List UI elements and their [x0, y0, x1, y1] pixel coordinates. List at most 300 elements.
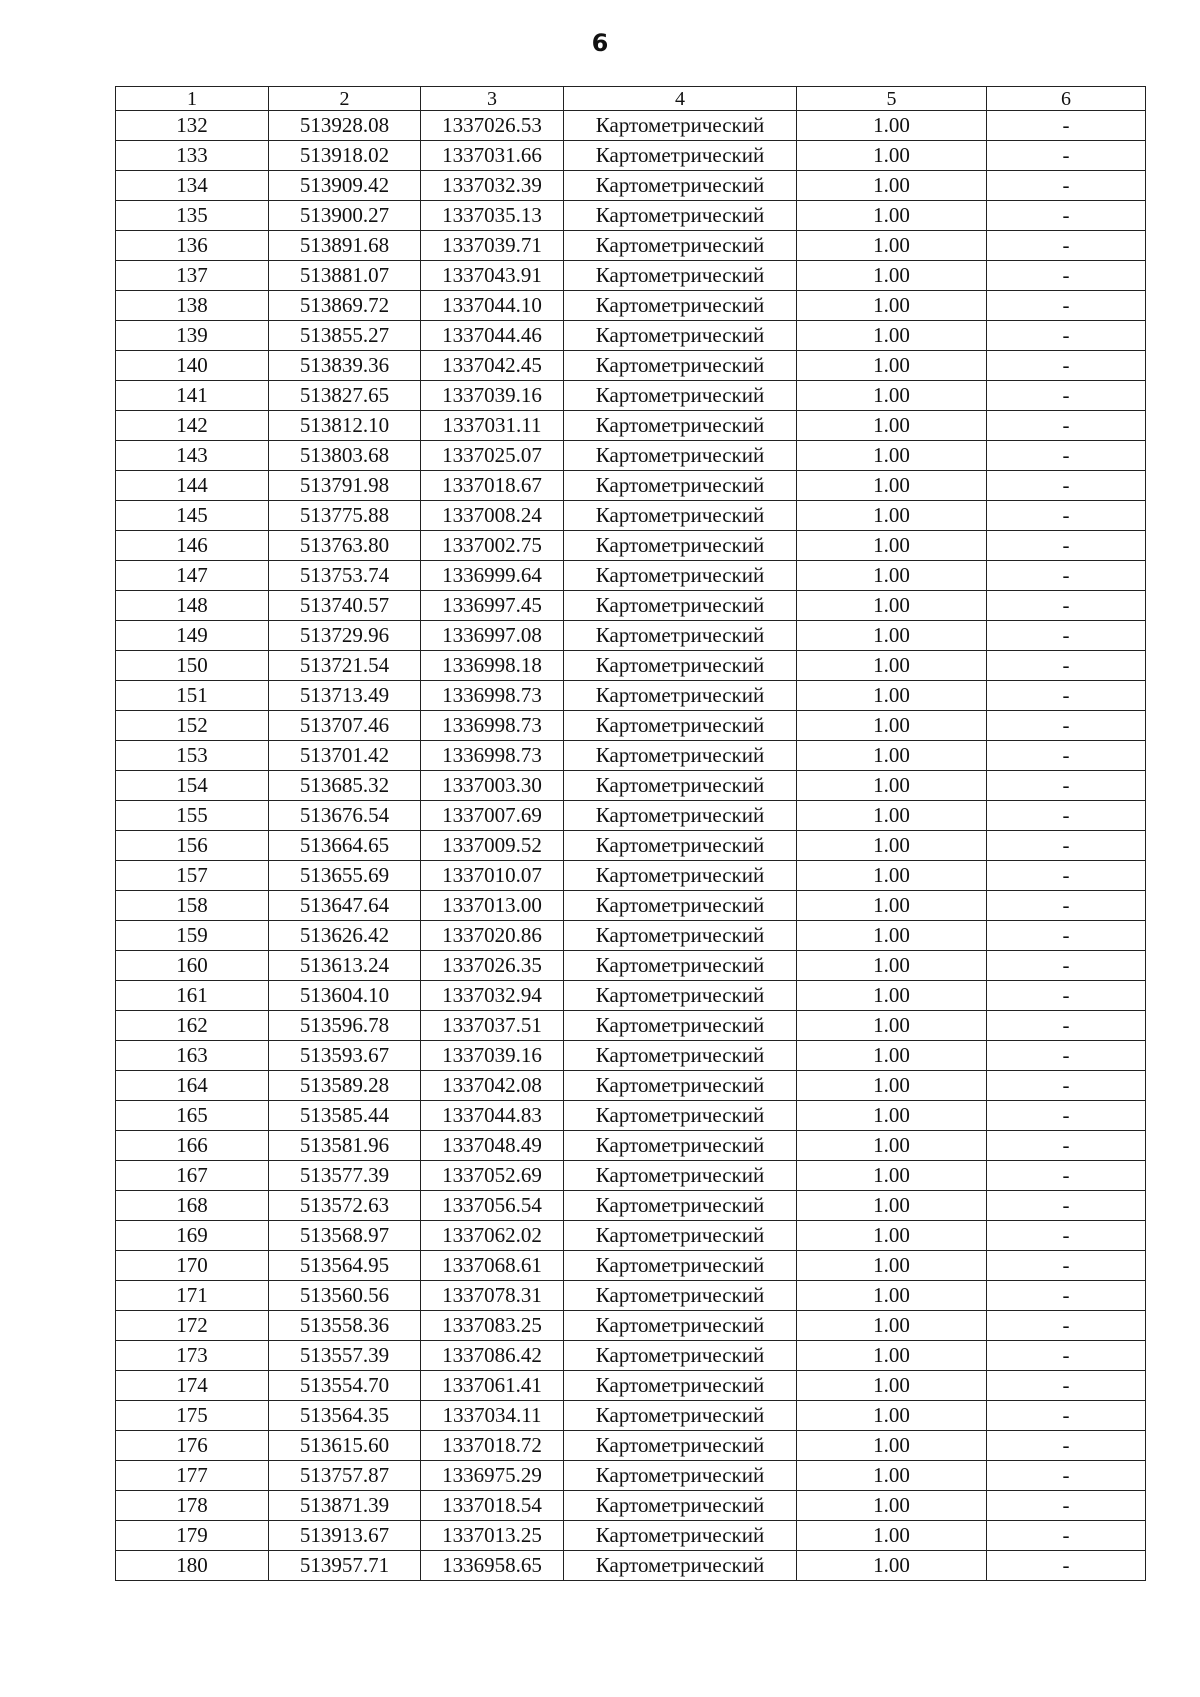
accuracy-cell: 1.00 — [797, 711, 987, 741]
column-header-2: 2 — [269, 87, 421, 111]
accuracy-cell: 1.00 — [797, 1461, 987, 1491]
method-cell: Картометрический — [564, 471, 797, 501]
description-cell: - — [987, 621, 1146, 651]
y-coordinate-cell: 1336998.18 — [421, 651, 564, 681]
x-coordinate-cell: 513757.87 — [269, 1461, 421, 1491]
point-number-cell: 172 — [116, 1311, 269, 1341]
x-coordinate-cell: 513881.07 — [269, 261, 421, 291]
x-coordinate-cell: 513564.35 — [269, 1401, 421, 1431]
description-cell: - — [987, 741, 1146, 771]
table-row — [116, 1251, 1146, 1281]
accuracy-cell: 1.00 — [797, 591, 987, 621]
table-row — [116, 171, 1146, 201]
y-coordinate-cell: 1337008.24 — [421, 501, 564, 531]
point-number-cell: 141 — [116, 381, 269, 411]
description-cell: - — [987, 1371, 1146, 1401]
point-number-cell: 144 — [116, 471, 269, 501]
y-coordinate-cell: 1336998.73 — [421, 741, 564, 771]
accuracy-cell: 1.00 — [797, 831, 987, 861]
table-row — [116, 201, 1146, 231]
x-coordinate-cell: 513581.96 — [269, 1131, 421, 1161]
method-cell: Картометрический — [564, 291, 797, 321]
table-row — [116, 921, 1146, 951]
method-cell: Картометрический — [564, 1491, 797, 1521]
table-row — [116, 1221, 1146, 1251]
point-number-cell: 145 — [116, 501, 269, 531]
description-cell: - — [987, 921, 1146, 951]
table-row — [116, 681, 1146, 711]
method-cell: Картометрический — [564, 501, 797, 531]
description-cell: - — [987, 1011, 1146, 1041]
x-coordinate-cell: 513613.24 — [269, 951, 421, 981]
description-cell: - — [987, 1491, 1146, 1521]
accuracy-cell: 1.00 — [797, 1371, 987, 1401]
column-header-4: 4 — [564, 87, 797, 111]
x-coordinate-cell: 513615.60 — [269, 1431, 421, 1461]
y-coordinate-cell: 1337026.53 — [421, 111, 564, 141]
point-number-cell: 165 — [116, 1101, 269, 1131]
point-number-cell: 179 — [116, 1521, 269, 1551]
description-cell: - — [987, 231, 1146, 261]
point-number-cell: 154 — [116, 771, 269, 801]
point-number-cell: 152 — [116, 711, 269, 741]
point-number-cell: 139 — [116, 321, 269, 351]
description-cell: - — [987, 1131, 1146, 1161]
description-cell: - — [987, 441, 1146, 471]
y-coordinate-cell: 1337018.67 — [421, 471, 564, 501]
table-row — [116, 351, 1146, 381]
point-number-cell: 168 — [116, 1191, 269, 1221]
y-coordinate-cell: 1337039.71 — [421, 231, 564, 261]
x-coordinate-cell: 513918.02 — [269, 141, 421, 171]
accuracy-cell: 1.00 — [797, 351, 987, 381]
point-number-cell: 142 — [116, 411, 269, 441]
table-header — [116, 87, 1146, 111]
description-cell: - — [987, 1431, 1146, 1461]
description-cell: - — [987, 651, 1146, 681]
table-row — [116, 471, 1146, 501]
table-row — [116, 1071, 1146, 1101]
table-row — [116, 141, 1146, 171]
description-cell: - — [987, 321, 1146, 351]
x-coordinate-cell: 513791.98 — [269, 471, 421, 501]
method-cell: Картометрический — [564, 1281, 797, 1311]
y-coordinate-cell: 1337009.52 — [421, 831, 564, 861]
method-cell: Картометрический — [564, 1221, 797, 1251]
description-cell: - — [987, 501, 1146, 531]
y-coordinate-cell: 1336975.29 — [421, 1461, 564, 1491]
accuracy-cell: 1.00 — [797, 1161, 987, 1191]
description-cell: - — [987, 1401, 1146, 1431]
method-cell: Картометрический — [564, 591, 797, 621]
method-cell: Картометрический — [564, 921, 797, 951]
method-cell: Картометрический — [564, 741, 797, 771]
accuracy-cell: 1.00 — [797, 231, 987, 261]
table-row — [116, 741, 1146, 771]
x-coordinate-cell: 513664.65 — [269, 831, 421, 861]
description-cell: - — [987, 1251, 1146, 1281]
coordinates-table — [115, 86, 1146, 1581]
accuracy-cell: 1.00 — [797, 1221, 987, 1251]
method-cell: Картометрический — [564, 711, 797, 741]
header-row — [116, 87, 1146, 111]
point-number-cell: 132 — [116, 111, 269, 141]
table-row — [116, 981, 1146, 1011]
method-cell: Картометрический — [564, 1311, 797, 1341]
x-coordinate-cell: 513560.56 — [269, 1281, 421, 1311]
description-cell: - — [987, 411, 1146, 441]
accuracy-cell: 1.00 — [797, 981, 987, 1011]
accuracy-cell: 1.00 — [797, 1341, 987, 1371]
x-coordinate-cell: 513763.80 — [269, 531, 421, 561]
method-cell: Картометрический — [564, 141, 797, 171]
x-coordinate-cell: 513655.69 — [269, 861, 421, 891]
y-coordinate-cell: 1337056.54 — [421, 1191, 564, 1221]
point-number-cell: 133 — [116, 141, 269, 171]
description-cell: - — [987, 981, 1146, 1011]
table-row — [116, 1041, 1146, 1071]
method-cell: Картометрический — [564, 861, 797, 891]
description-cell: - — [987, 531, 1146, 561]
y-coordinate-cell: 1337083.25 — [421, 1311, 564, 1341]
table-row — [116, 111, 1146, 141]
table-row — [116, 1161, 1146, 1191]
column-header-1: 1 — [116, 87, 269, 111]
x-coordinate-cell: 513721.54 — [269, 651, 421, 681]
accuracy-cell: 1.00 — [797, 1491, 987, 1521]
description-cell: - — [987, 1461, 1146, 1491]
method-cell: Картометрический — [564, 261, 797, 291]
description-cell: - — [987, 1191, 1146, 1221]
x-coordinate-cell: 513913.67 — [269, 1521, 421, 1551]
point-number-cell: 134 — [116, 171, 269, 201]
x-coordinate-cell: 513647.64 — [269, 891, 421, 921]
y-coordinate-cell: 1337035.13 — [421, 201, 564, 231]
x-coordinate-cell: 513564.95 — [269, 1251, 421, 1281]
x-coordinate-cell: 513568.97 — [269, 1221, 421, 1251]
method-cell: Картометрический — [564, 1371, 797, 1401]
point-number-cell: 162 — [116, 1011, 269, 1041]
x-coordinate-cell: 513596.78 — [269, 1011, 421, 1041]
x-coordinate-cell: 513558.36 — [269, 1311, 421, 1341]
description-cell: - — [987, 801, 1146, 831]
method-cell: Картометрический — [564, 621, 797, 651]
accuracy-cell: 1.00 — [797, 1311, 987, 1341]
accuracy-cell: 1.00 — [797, 1011, 987, 1041]
method-cell: Картометрический — [564, 891, 797, 921]
method-cell: Картометрический — [564, 1071, 797, 1101]
table-row — [116, 1551, 1146, 1581]
x-coordinate-cell: 513740.57 — [269, 591, 421, 621]
table-body — [116, 111, 1146, 1581]
point-number-cell: 146 — [116, 531, 269, 561]
page-number: 6 — [591, 29, 609, 57]
description-cell: - — [987, 861, 1146, 891]
y-coordinate-cell: 1337031.11 — [421, 411, 564, 441]
y-coordinate-cell: 1337002.75 — [421, 531, 564, 561]
table-row — [116, 1011, 1146, 1041]
description-cell: - — [987, 291, 1146, 321]
method-cell: Картометрический — [564, 951, 797, 981]
point-number-cell: 150 — [116, 651, 269, 681]
point-number-cell: 167 — [116, 1161, 269, 1191]
accuracy-cell: 1.00 — [797, 1131, 987, 1161]
method-cell: Картометрический — [564, 201, 797, 231]
table-row — [116, 381, 1146, 411]
x-coordinate-cell: 513685.32 — [269, 771, 421, 801]
method-cell: Картометрический — [564, 831, 797, 861]
table-row — [116, 951, 1146, 981]
x-coordinate-cell: 513572.63 — [269, 1191, 421, 1221]
x-coordinate-cell: 513585.44 — [269, 1101, 421, 1131]
table-row — [116, 531, 1146, 561]
point-number-cell: 169 — [116, 1221, 269, 1251]
x-coordinate-cell: 513729.96 — [269, 621, 421, 651]
method-cell: Картометрический — [564, 231, 797, 261]
x-coordinate-cell: 513676.54 — [269, 801, 421, 831]
description-cell: - — [987, 111, 1146, 141]
accuracy-cell: 1.00 — [797, 1101, 987, 1131]
table-row — [116, 1101, 1146, 1131]
description-cell: - — [987, 471, 1146, 501]
method-cell: Картометрический — [564, 351, 797, 381]
method-cell: Картометрический — [564, 981, 797, 1011]
x-coordinate-cell: 513593.67 — [269, 1041, 421, 1071]
table-row — [116, 891, 1146, 921]
point-number-cell: 166 — [116, 1131, 269, 1161]
y-coordinate-cell: 1337026.35 — [421, 951, 564, 981]
table-row — [116, 711, 1146, 741]
y-coordinate-cell: 1337044.46 — [421, 321, 564, 351]
point-number-cell: 176 — [116, 1431, 269, 1461]
method-cell: Картометрический — [564, 1341, 797, 1371]
x-coordinate-cell: 513701.42 — [269, 741, 421, 771]
table-row — [116, 1401, 1146, 1431]
method-cell: Картометрический — [564, 771, 797, 801]
table-row — [116, 1131, 1146, 1161]
accuracy-cell: 1.00 — [797, 891, 987, 921]
accuracy-cell: 1.00 — [797, 561, 987, 591]
table-row — [116, 1341, 1146, 1371]
accuracy-cell: 1.00 — [797, 1191, 987, 1221]
accuracy-cell: 1.00 — [797, 1041, 987, 1071]
point-number-cell: 136 — [116, 231, 269, 261]
accuracy-cell: 1.00 — [797, 261, 987, 291]
method-cell: Картометрический — [564, 801, 797, 831]
description-cell: - — [987, 201, 1146, 231]
method-cell: Картометрический — [564, 1161, 797, 1191]
y-coordinate-cell: 1337013.25 — [421, 1521, 564, 1551]
method-cell: Картометрический — [564, 381, 797, 411]
y-coordinate-cell: 1337061.41 — [421, 1371, 564, 1401]
point-number-cell: 135 — [116, 201, 269, 231]
point-number-cell: 156 — [116, 831, 269, 861]
table-row — [116, 1491, 1146, 1521]
description-cell: - — [987, 1071, 1146, 1101]
y-coordinate-cell: 1337018.72 — [421, 1431, 564, 1461]
table-row — [116, 621, 1146, 651]
x-coordinate-cell: 513909.42 — [269, 171, 421, 201]
point-number-cell: 155 — [116, 801, 269, 831]
y-coordinate-cell: 1336998.73 — [421, 711, 564, 741]
table-row — [116, 321, 1146, 351]
accuracy-cell: 1.00 — [797, 741, 987, 771]
method-cell: Картометрический — [564, 111, 797, 141]
y-coordinate-cell: 1336999.64 — [421, 561, 564, 591]
point-number-cell: 138 — [116, 291, 269, 321]
table-row — [116, 1431, 1146, 1461]
y-coordinate-cell: 1337043.91 — [421, 261, 564, 291]
point-number-cell: 149 — [116, 621, 269, 651]
method-cell: Картометрический — [564, 171, 797, 201]
description-cell: - — [987, 1041, 1146, 1071]
table-row — [116, 231, 1146, 261]
table-row — [116, 1311, 1146, 1341]
y-coordinate-cell: 1337032.39 — [421, 171, 564, 201]
description-cell: - — [987, 831, 1146, 861]
table-row — [116, 291, 1146, 321]
x-coordinate-cell: 513855.27 — [269, 321, 421, 351]
point-number-cell: 148 — [116, 591, 269, 621]
x-coordinate-cell: 513577.39 — [269, 1161, 421, 1191]
table-row — [116, 411, 1146, 441]
point-number-cell: 159 — [116, 921, 269, 951]
accuracy-cell: 1.00 — [797, 201, 987, 231]
accuracy-cell: 1.00 — [797, 441, 987, 471]
accuracy-cell: 1.00 — [797, 681, 987, 711]
table-row — [116, 591, 1146, 621]
point-number-cell: 161 — [116, 981, 269, 1011]
description-cell: - — [987, 1311, 1146, 1341]
point-number-cell: 158 — [116, 891, 269, 921]
table-row — [116, 801, 1146, 831]
description-cell: - — [987, 1551, 1146, 1581]
accuracy-cell: 1.00 — [797, 471, 987, 501]
method-cell: Картометрический — [564, 1131, 797, 1161]
x-coordinate-cell: 513753.74 — [269, 561, 421, 591]
y-coordinate-cell: 1337013.00 — [421, 891, 564, 921]
x-coordinate-cell: 513891.68 — [269, 231, 421, 261]
accuracy-cell: 1.00 — [797, 411, 987, 441]
accuracy-cell: 1.00 — [797, 771, 987, 801]
accuracy-cell: 1.00 — [797, 951, 987, 981]
description-cell: - — [987, 681, 1146, 711]
method-cell: Картометрический — [564, 1101, 797, 1131]
table-row — [116, 1191, 1146, 1221]
method-cell: Картометрический — [564, 1401, 797, 1431]
accuracy-cell: 1.00 — [797, 531, 987, 561]
x-coordinate-cell: 513839.36 — [269, 351, 421, 381]
accuracy-cell: 1.00 — [797, 921, 987, 951]
method-cell: Картометрический — [564, 1041, 797, 1071]
table-row — [116, 861, 1146, 891]
method-cell: Картометрический — [564, 561, 797, 591]
x-coordinate-cell: 513713.49 — [269, 681, 421, 711]
y-coordinate-cell: 1336997.08 — [421, 621, 564, 651]
y-coordinate-cell: 1337034.11 — [421, 1401, 564, 1431]
y-coordinate-cell: 1337062.02 — [421, 1221, 564, 1251]
description-cell: - — [987, 1101, 1146, 1131]
accuracy-cell: 1.00 — [797, 1431, 987, 1461]
y-coordinate-cell: 1337039.16 — [421, 1041, 564, 1071]
table-row — [116, 501, 1146, 531]
description-cell: - — [987, 891, 1146, 921]
y-coordinate-cell: 1337003.30 — [421, 771, 564, 801]
x-coordinate-cell: 513957.71 — [269, 1551, 421, 1581]
column-header-5: 5 — [797, 87, 987, 111]
x-coordinate-cell: 513803.68 — [269, 441, 421, 471]
description-cell: - — [987, 561, 1146, 591]
x-coordinate-cell: 513871.39 — [269, 1491, 421, 1521]
x-coordinate-cell: 513827.65 — [269, 381, 421, 411]
description-cell: - — [987, 1521, 1146, 1551]
point-number-cell: 157 — [116, 861, 269, 891]
point-number-cell: 171 — [116, 1281, 269, 1311]
description-cell: - — [987, 171, 1146, 201]
accuracy-cell: 1.00 — [797, 1401, 987, 1431]
point-number-cell: 140 — [116, 351, 269, 381]
description-cell: - — [987, 141, 1146, 171]
point-number-cell: 164 — [116, 1071, 269, 1101]
accuracy-cell: 1.00 — [797, 651, 987, 681]
method-cell: Картометрический — [564, 681, 797, 711]
method-cell: Картометрический — [564, 1011, 797, 1041]
point-number-cell: 143 — [116, 441, 269, 471]
accuracy-cell: 1.00 — [797, 1251, 987, 1281]
y-coordinate-cell: 1337010.07 — [421, 861, 564, 891]
x-coordinate-cell: 513775.88 — [269, 501, 421, 531]
accuracy-cell: 1.00 — [797, 861, 987, 891]
method-cell: Картометрический — [564, 1551, 797, 1581]
point-number-cell: 180 — [116, 1551, 269, 1581]
point-number-cell: 153 — [116, 741, 269, 771]
description-cell: - — [987, 261, 1146, 291]
y-coordinate-cell: 1337078.31 — [421, 1281, 564, 1311]
description-cell: - — [987, 951, 1146, 981]
y-coordinate-cell: 1337007.69 — [421, 801, 564, 831]
table-row — [116, 261, 1146, 291]
description-cell: - — [987, 1281, 1146, 1311]
method-cell: Картометрический — [564, 1431, 797, 1461]
accuracy-cell: 1.00 — [797, 321, 987, 351]
point-number-cell: 175 — [116, 1401, 269, 1431]
accuracy-cell: 1.00 — [797, 111, 987, 141]
table-row — [116, 1371, 1146, 1401]
y-coordinate-cell: 1336998.73 — [421, 681, 564, 711]
table-row — [116, 561, 1146, 591]
point-number-cell: 174 — [116, 1371, 269, 1401]
accuracy-cell: 1.00 — [797, 1281, 987, 1311]
y-coordinate-cell: 1337044.10 — [421, 291, 564, 321]
table-row — [116, 1281, 1146, 1311]
table-row — [116, 1461, 1146, 1491]
point-number-cell: 151 — [116, 681, 269, 711]
method-cell: Картометрический — [564, 411, 797, 441]
x-coordinate-cell: 513604.10 — [269, 981, 421, 1011]
x-coordinate-cell: 513928.08 — [269, 111, 421, 141]
method-cell: Картометрический — [564, 1191, 797, 1221]
y-coordinate-cell: 1337044.83 — [421, 1101, 564, 1131]
y-coordinate-cell: 1337037.51 — [421, 1011, 564, 1041]
point-number-cell: 173 — [116, 1341, 269, 1371]
accuracy-cell: 1.00 — [797, 381, 987, 411]
column-header-6: 6 — [987, 87, 1146, 111]
description-cell: - — [987, 591, 1146, 621]
point-number-cell: 137 — [116, 261, 269, 291]
y-coordinate-cell: 1336997.45 — [421, 591, 564, 621]
y-coordinate-cell: 1337031.66 — [421, 141, 564, 171]
description-cell: - — [987, 1341, 1146, 1371]
